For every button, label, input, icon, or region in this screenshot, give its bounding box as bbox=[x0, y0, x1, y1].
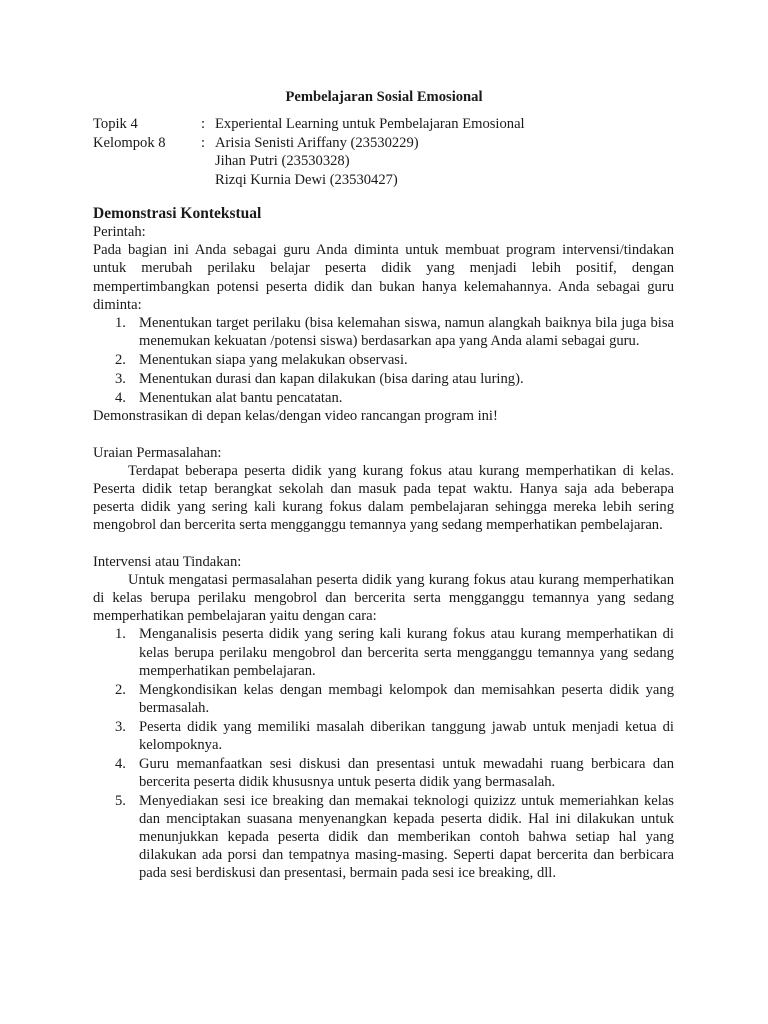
list-item bbox=[93, 389, 674, 407]
document-title: Pembelajaran Sosial Emosional bbox=[285, 89, 483, 105]
list-item bbox=[93, 370, 674, 388]
list-item-text: Menganalisis peserta didik yang sering kali kurang fokus atau kurang memperhatikan di kelas berupa perilaku mengobrol dan bercerita serta mengganggu temannya yang sedang memperhatikan pembelajaran. bbox=[139, 626, 674, 679]
list-item-text: Peserta didik yang memiliki masalah diberikan tanggung jawab untuk menjadi ketua di kelompoknya. bbox=[139, 718, 674, 753]
meta-separator: : bbox=[201, 134, 206, 151]
list-item bbox=[93, 792, 674, 883]
list-number: 4. bbox=[115, 755, 126, 772]
paragraph: Pada bagian ini Anda sebagai guru Anda diminta untuk membuat program intervensi/tindakan untuk merubah perilaku belajar peserta didik yang menjadi lebih positif, dengan mempertimbangkan potensi peserta didik dan bukan hanya kelemahannya. Anda sebagai guru diminta: bbox=[93, 242, 674, 313]
meta-key: Topik 4 bbox=[93, 116, 138, 132]
paragraph: Untuk mengatasi permasalahan peserta didik yang kurang fokus atau kurang memperhatikan di kelas berupa perilaku mengobrol dan bercerita serta mengganggu temannya yang sedang memperhatikan pembelajaran yaitu dengan cara: bbox=[93, 571, 674, 625]
list-item-text: Menentukan alat bantu pencatatan. bbox=[139, 389, 343, 406]
list-item-text: Menentukan siapa yang melakukan observasi. bbox=[139, 352, 408, 369]
document-meta bbox=[93, 115, 525, 189]
list-item-text: Menyediakan sesi ice breaking dan memakai teknologi quizizz untuk memeriahkan kelas dan menciptakan suasana menyenangkan kepada peserta didik. Hal ini dilakukan untuk menunjukkan kepada peserta didik dan memberikan contoh bahwa setiap hal yang dilakukan ada porsi dan tempatnya masing-masing. Seperti dapat bercerita dan berbicara pada sesi berdiskusi dan presentasi, bermain pada sesi ice breaking, dll. bbox=[139, 792, 674, 882]
list-item-text: Guru memanfaatkan sesi diskusi dan presentasi untuk mewadahi ruang berbicara dan bercerita peserta didik khususnya untuk peserta didik yang bermasalah. bbox=[139, 755, 674, 790]
list-item bbox=[93, 351, 674, 369]
meta-value: Jihan Putri (23530328) bbox=[215, 153, 350, 170]
spacer bbox=[93, 535, 674, 553]
meta-key bbox=[93, 171, 201, 190]
meta-row-topic bbox=[93, 115, 525, 134]
meta-row-member bbox=[93, 152, 525, 171]
list-number: 3. bbox=[115, 370, 126, 387]
meta-value: Rizqi Kurnia Dewi (23530427) bbox=[215, 171, 398, 188]
meta-row-member bbox=[93, 171, 525, 190]
list-number: 2. bbox=[115, 681, 126, 698]
list-item bbox=[93, 625, 674, 680]
meta-key bbox=[93, 152, 201, 171]
list-item-text: Mengkondisikan kelas dengan membagi kelompok dan memisahkan peserta didik yang bermasalah. bbox=[139, 681, 674, 716]
meta-key: Kelompok 8 bbox=[93, 134, 166, 151]
list-item-text: Menentukan target perilaku (bisa kelemahan siswa, namun alangkah baiknya bila juga bisa menemukan kekuatan /potensi siswa) berdasarkan apa yang Anda alami sebagai guru. bbox=[139, 315, 674, 350]
list-item bbox=[93, 755, 674, 791]
list-number: 3. bbox=[115, 718, 126, 735]
list-item bbox=[93, 681, 674, 717]
section-label: Perintah: bbox=[93, 224, 146, 240]
list-number: 4. bbox=[115, 389, 126, 406]
document-body bbox=[93, 205, 674, 883]
meta-separator: : bbox=[201, 116, 206, 132]
paragraph: Terdapat beberapa peserta didik yang kurang fokus atau kurang memperhatikan di kelas. Peserta didik tetap berangkat sekolah dan masuk pada tepat waktu. Hanya saja ada beberapa peserta didik yang sering kali kurang fokus dalam pembelajaran sehingga mereka lebih sering mengobrol dan bercerita serta mengganggu temannya yang sedang memperhatikan pembelajaran. bbox=[93, 462, 674, 534]
section-label: Uraian Permasalahan: bbox=[93, 444, 222, 461]
meta-separator bbox=[201, 152, 215, 171]
meta-value: Experiental Learning untuk Pembelajaran Emosional bbox=[215, 116, 525, 132]
list-item-text: Menentukan durasi dan kapan dilakukan (bisa daring atau luring). bbox=[139, 370, 524, 387]
section-label: Intervensi atau Tindakan: bbox=[93, 553, 242, 570]
list-item bbox=[93, 314, 674, 350]
numbered-list bbox=[93, 625, 674, 882]
list-number: 1. bbox=[115, 626, 126, 643]
list-number: 5. bbox=[115, 792, 126, 809]
section-heading: Demonstrasi Kontekstual bbox=[93, 205, 262, 222]
list-item bbox=[93, 718, 674, 754]
numbered-list bbox=[93, 314, 674, 407]
paragraph: Demonstrasikan di depan kelas/dengan video rancangan program ini! bbox=[93, 408, 498, 425]
list-number: 1. bbox=[115, 315, 126, 332]
spacer bbox=[93, 426, 674, 444]
meta-row-group bbox=[93, 134, 525, 153]
meta-value: Arisia Senisti Ariffany (23530229) bbox=[215, 134, 419, 151]
meta-separator bbox=[201, 171, 215, 190]
list-number: 2. bbox=[115, 352, 126, 369]
